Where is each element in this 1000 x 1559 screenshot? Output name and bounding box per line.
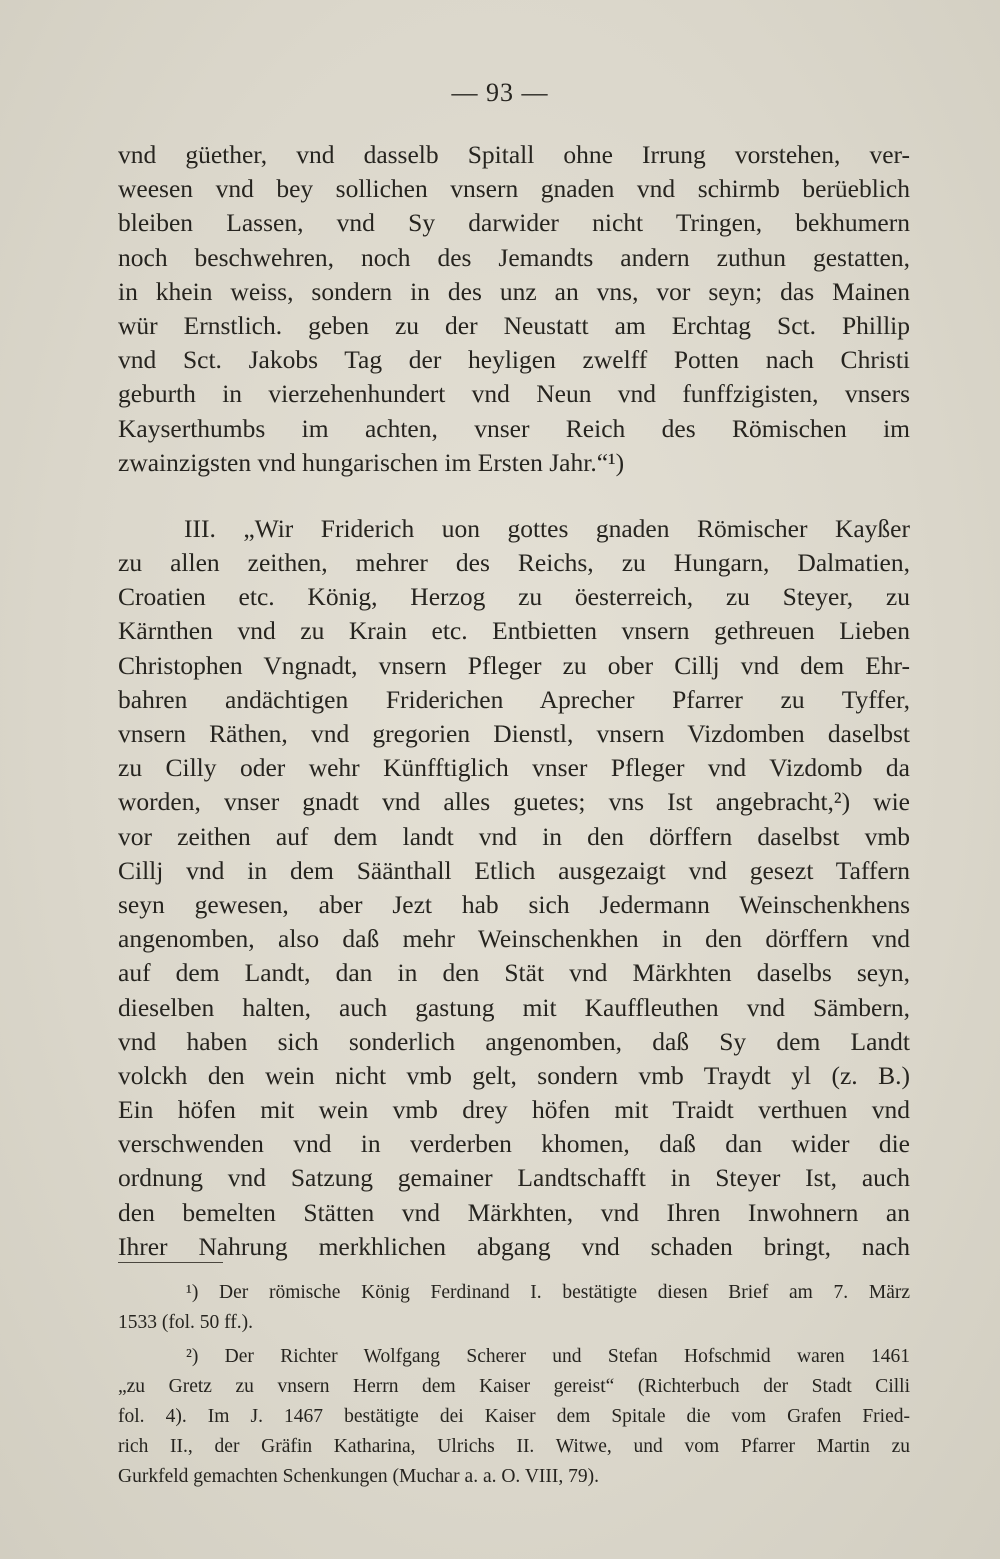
text-line: vnd haben sich sonderlich angenomben, daß Sy dem Landt [118, 1026, 910, 1056]
text-line: III. „Wir Friderich uon gottes gnaden Römischer Kayßer [184, 513, 910, 543]
text-line: verschwenden vnd in verderben khomen, daß dan wider die [118, 1129, 910, 1159]
text-line: weesen vnd bey sollichen vnsern gnaden vnd schirmb berüeblich [118, 174, 910, 204]
footnote-line: 1533 (fol. 50 ff.). [118, 1312, 254, 1333]
text-line: seyn gewesen, aber Jezt hab sich Jedermann Weinschenkhens [118, 889, 910, 919]
text-line: Ihrer Nahrung merkhlichen abgang vnd schaden bringt, nach [118, 1231, 910, 1261]
text-line: auf dem Landt, dan in den Stät vnd Märkhten daselbs seyn, [118, 958, 910, 988]
text-line: geburth in vierzehenhundert vnd Neun vnd funffzigisten, vnsers [118, 379, 910, 409]
footnotes [118, 1278, 910, 1492]
text-line: den bemelten Stätten vnd Märkhten, vnd Ihren Inwohnern an [118, 1197, 910, 1227]
footnote-divider [118, 1262, 223, 1263]
text-line: Kärnthen vnd zu Krain etc. Entbietten vnsern gethreuen Lieben [118, 616, 910, 646]
text-line: in khein weiss, sondern in des unz an vns, vor seyn; das Mainen [118, 276, 910, 306]
text-line: dieselben halten, auch gastung mit Kauffleuthen vnd Sämbern, [118, 992, 910, 1022]
text-line: volckh den wein nicht vmb gelt, sondern vmb Traydt yl (z. B.) [118, 1060, 910, 1090]
text-line: Kayserthumbs im achten, vnser Reich des Römischen im [118, 413, 910, 443]
text-line: bleiben Lassen, vnd Sy darwider nicht Tringen, bekhumern [118, 208, 910, 238]
paragraph-2 [118, 512, 910, 1264]
text-line: vnd güether, vnd dasselb Spitall ohne Irrung vorstehen, ver- [118, 140, 910, 169]
paragraph-1 [118, 138, 910, 480]
text-line: zu allen zeithen, mehrer des Reichs, zu Hungarn, Dalmatien, [118, 548, 910, 578]
footnote-line: fol. 4). Im J. 1467 bestätigte dei Kaiser dem Spitale die vom Grafen Fried- [118, 1406, 910, 1427]
text-line: zu Cilly oder wehr Künfftiglich vnser Pfleger vnd Vizdomb da [118, 753, 910, 783]
text-line: bahren andächtigen Friderichen Aprecher Pfarrer zu Tyffer, [118, 684, 910, 714]
text-line: vor zeithen auf dem landt vnd in den dörffern daselbst vmb [118, 821, 910, 851]
text-line: vnsern Räthen, vnd gregorien Dienstl, vnsern Vizdomben daselbst [118, 719, 910, 748]
text-line: noch beschwehren, noch des Jemandts andern zuthun gestatten, [118, 242, 910, 272]
body-text [118, 138, 910, 1264]
text-line: angenomben, also daß mehr Weinschenkhen in den dörffern vnd [118, 924, 910, 954]
footnote-line: ¹) Der römische König Ferdinand I. bestätigte diesen Brief am 7. März [186, 1282, 910, 1303]
paragraph-spacer [118, 480, 910, 512]
footnote-line: rich II., der Gräfin Katharina, Ulrichs II. Witwe, und vom Pfarrer Martin zu [118, 1436, 910, 1457]
text-line: worden, vnser gnadt vnd alles guetes; vns Ist angebracht,²) wie [118, 787, 910, 817]
text-line: Ein höfen mit wein vmb drey höfen mit Traidt verthuen vnd [118, 1095, 910, 1125]
footnote-line: „zu Gretz zu vnsern Herrn dem Kaiser gereist“ (Richterbuch der Stadt Cilli [118, 1376, 910, 1397]
text-line: Christophen Vngnadt, vnsern Pfleger zu ober Cillj vnd dem Ehr- [118, 650, 910, 680]
text-line: wür Ernstlich. geben zu der Neustatt am Erchtag Sct. Phillip [118, 310, 910, 340]
text-line: ordnung vnd Satzung gemainer Landtschafft in Steyer Ist, auch [118, 1163, 910, 1193]
text-line: vnd Sct. Jakobs Tag der heyligen zwelff Potten nach Christi [118, 345, 910, 375]
page-number: — 93 — [451, 78, 549, 107]
footnote-1 [118, 1278, 910, 1338]
footnote-line: Gurkfeld gemachten Schenkungen (Muchar a. a. O. VIII, 79). [118, 1466, 600, 1487]
text-line: Croatien etc. König, Herzog zu öesterreich, zu Steyer, zu [118, 582, 910, 612]
footnote-2 [118, 1342, 910, 1492]
footnote-line: ²) Der Richter Wolfgang Scherer und Stefan Hofschmid waren 1461 [186, 1346, 910, 1367]
text-line: Cillj vnd in dem Säänthall Etlich ausgezaigt vnd gesezt Taffern [118, 855, 910, 885]
text-line: zwainzigsten vnd hungarischen im Ersten Jahr.“¹) [118, 447, 625, 477]
